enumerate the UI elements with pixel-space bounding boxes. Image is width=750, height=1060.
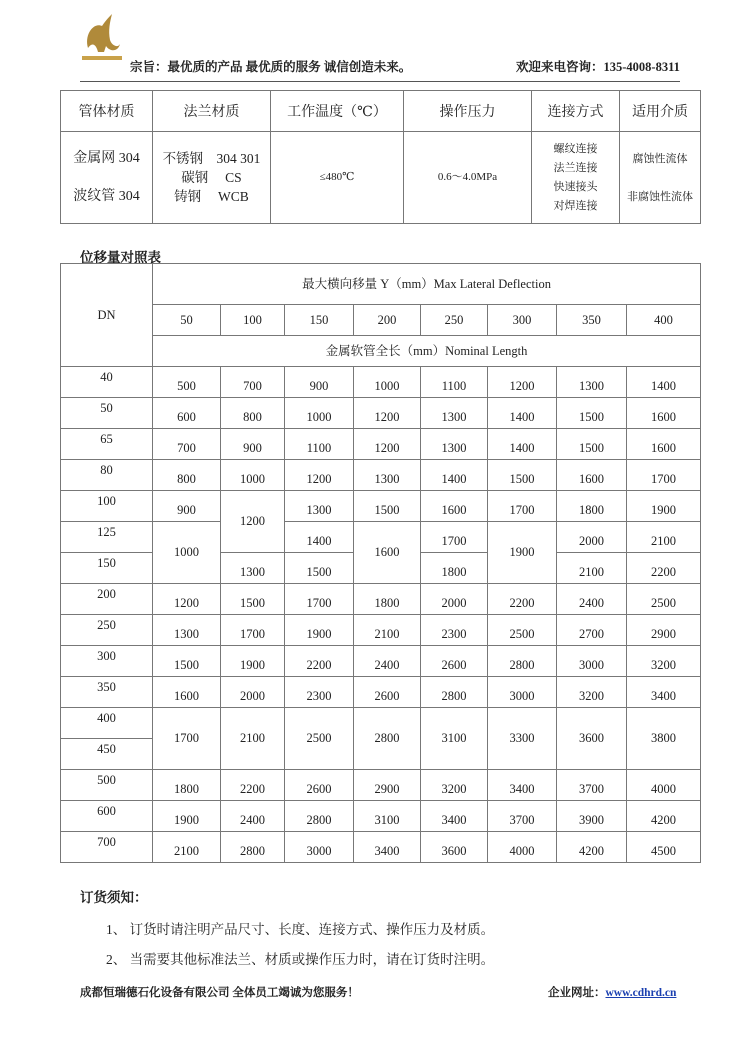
table-row — [61, 770, 701, 801]
footer-company: 成都恒瑞德石化设备有限公司 全体员工竭诚为您服务！ — [80, 987, 359, 999]
length-cell: 1300 — [285, 491, 354, 522]
dn-cell: 300 — [61, 646, 153, 677]
length-cell: 3100 — [421, 708, 488, 770]
length-cell: 1700 — [153, 708, 221, 770]
dn-cell: 100 — [61, 491, 153, 522]
length-cell: 2000 — [421, 584, 488, 615]
length-cell: 3800 — [627, 708, 701, 770]
connection-type: 对焊连接 — [553, 199, 598, 212]
length-cell: 1500 — [354, 491, 421, 522]
length-cell: 1700 — [285, 584, 354, 615]
note-item: 2、 当需要其他标准法兰、材质或操作压力时，请在订货时注明。 — [106, 952, 495, 967]
header-cell: 管体材质 — [61, 91, 153, 132]
dn-cell: 400 — [61, 708, 153, 739]
length-cell: 3200 — [421, 770, 488, 801]
length-cell: 4200 — [627, 801, 701, 832]
length-cell: 2200 — [221, 770, 285, 801]
length-cell: 2400 — [221, 801, 285, 832]
dn-cell: 350 — [61, 677, 153, 708]
body-material-cell — [61, 132, 153, 224]
deflection-value: 100 — [221, 305, 285, 336]
footer-website — [548, 984, 676, 1000]
website-link[interactable]: www.cdhrd.cn — [605, 987, 677, 999]
length-cell: 1300 — [221, 553, 285, 584]
length-cell: 1600 — [557, 460, 627, 491]
length-cell: 2500 — [488, 615, 557, 646]
dn-cell: 125 — [61, 522, 153, 553]
note-item: 1、 订货时请注明产品尺寸、长度、连接方式、操作压力及材质。 — [106, 922, 495, 937]
length-cell: 3600 — [421, 832, 488, 863]
length-cell: 3600 — [557, 708, 627, 770]
table-row — [61, 429, 701, 460]
length-cell: 2200 — [285, 646, 354, 677]
length-cell: 2800 — [421, 677, 488, 708]
body-material: 波纹管 304 — [73, 188, 140, 204]
length-cell: 3700 — [488, 801, 557, 832]
dn-cell: 700 — [61, 832, 153, 863]
length-cell: 2900 — [354, 770, 421, 801]
header-cell: 连接方式 — [532, 91, 620, 132]
length-cell: 500 — [153, 367, 221, 398]
table-row — [61, 584, 701, 615]
length-cell: 1000 — [221, 460, 285, 491]
length-cell: 2200 — [627, 553, 701, 584]
length-cell: 1200 — [153, 584, 221, 615]
length-cell: 1500 — [285, 553, 354, 584]
dn-cell: 450 — [61, 739, 153, 770]
length-cell: 1800 — [557, 491, 627, 522]
dn-cell: 50 — [61, 398, 153, 429]
length-cell: 600 — [153, 398, 221, 429]
dn-cell: 150 — [61, 553, 153, 584]
length-cell: 1900 — [285, 615, 354, 646]
length-cell: 2100 — [153, 832, 221, 863]
deflection-value: 50 — [153, 305, 221, 336]
length-cell: 4000 — [488, 832, 557, 863]
length-cell: 3200 — [557, 677, 627, 708]
length-cell: 1200 — [488, 367, 557, 398]
length-cell: 1300 — [354, 460, 421, 491]
dn-cell: 40 — [61, 367, 153, 398]
length-cell: 1800 — [421, 553, 488, 584]
connection-type: 快速接头 — [553, 180, 598, 193]
deflection-value: 300 — [488, 305, 557, 336]
deflection-value: 350 — [557, 305, 627, 336]
table-row — [61, 398, 701, 429]
deflection-value: 250 — [421, 305, 488, 336]
dn-cell: 600 — [61, 801, 153, 832]
length-cell: 2400 — [354, 646, 421, 677]
length-cell: 1200 — [354, 398, 421, 429]
length-cell: 1400 — [285, 522, 354, 553]
length-cell: 1900 — [153, 801, 221, 832]
length-cell: 1700 — [421, 522, 488, 553]
length-cell: 1600 — [627, 429, 701, 460]
connection-cell — [532, 132, 620, 224]
length-cell: 3900 — [557, 801, 627, 832]
header-divider — [80, 81, 680, 82]
length-cell: 1300 — [421, 429, 488, 460]
length-cell: 2100 — [557, 553, 627, 584]
pressure-cell: 0.6～4.0MPa — [404, 132, 532, 224]
length-cell: 4000 — [627, 770, 701, 801]
length-cell: 1000 — [354, 367, 421, 398]
length-cell: 2000 — [557, 522, 627, 553]
length-cell: 1200 — [285, 460, 354, 491]
table-row — [61, 367, 701, 398]
header-cell: 法兰材质 — [153, 91, 271, 132]
spec-table — [60, 90, 701, 224]
deflection-value: 400 — [627, 305, 701, 336]
length-cell: 2000 — [221, 677, 285, 708]
length-cell: 1200 — [354, 429, 421, 460]
length-cell: 2600 — [285, 770, 354, 801]
header-cell: 操作压力 — [404, 91, 532, 132]
header-cell: 工作温度（℃） — [271, 91, 404, 132]
length-cell: 1500 — [153, 646, 221, 677]
length-cell: 1100 — [285, 429, 354, 460]
length-cell: 1300 — [557, 367, 627, 398]
length-cell: 1800 — [153, 770, 221, 801]
length-header: 金属软管全长（mm）Nominal Length — [153, 336, 701, 367]
length-cell: 3100 — [354, 801, 421, 832]
connection-type: 螺纹连接 — [553, 142, 598, 155]
length-cell: 1100 — [421, 367, 488, 398]
length-cell: 1400 — [488, 398, 557, 429]
length-cell: 1600 — [354, 522, 421, 584]
length-cell: 3400 — [421, 801, 488, 832]
dn-cell: 250 — [61, 615, 153, 646]
temperature-cell: ≤480℃ — [271, 132, 404, 224]
body-material: 金属网 304 — [73, 150, 140, 166]
notes-title: 订货须知： — [80, 890, 148, 905]
length-cell: 1000 — [153, 522, 221, 584]
deflection-value: 150 — [285, 305, 354, 336]
displacement-table — [60, 263, 701, 863]
length-cell: 900 — [285, 367, 354, 398]
length-cell: 900 — [221, 429, 285, 460]
length-cell: 1300 — [153, 615, 221, 646]
table-row — [61, 460, 701, 491]
length-cell: 1800 — [354, 584, 421, 615]
length-cell: 3000 — [557, 646, 627, 677]
flange-material: 碳钢 CS — [181, 170, 242, 185]
length-cell: 1600 — [421, 491, 488, 522]
company-logo — [80, 12, 124, 64]
length-cell: 2200 — [488, 584, 557, 615]
length-cell: 3000 — [488, 677, 557, 708]
flange-material-cell — [153, 132, 271, 224]
length-cell: 2300 — [285, 677, 354, 708]
length-cell: 900 — [153, 491, 221, 522]
length-cell: 2800 — [285, 801, 354, 832]
length-cell: 1700 — [488, 491, 557, 522]
length-cell: 2600 — [421, 646, 488, 677]
table-row — [61, 832, 701, 863]
length-cell: 2400 — [557, 584, 627, 615]
deflection-header: 最大横向移量 Y（mm）Max Lateral Deflection — [153, 264, 701, 305]
table-row — [61, 522, 701, 553]
length-cell: 2700 — [557, 615, 627, 646]
table-row — [61, 677, 701, 708]
length-cell: 2600 — [354, 677, 421, 708]
length-cell: 3400 — [488, 770, 557, 801]
length-cell: 3400 — [627, 677, 701, 708]
length-cell: 2300 — [421, 615, 488, 646]
length-cell: 1900 — [221, 646, 285, 677]
section-title: 位移量对照表 — [80, 250, 161, 265]
length-cell: 3700 — [557, 770, 627, 801]
connection-type: 法兰连接 — [553, 161, 598, 174]
length-cell: 2100 — [627, 522, 701, 553]
length-cell: 1500 — [221, 584, 285, 615]
dn-header: DN — [61, 264, 153, 367]
length-cell: 800 — [221, 398, 285, 429]
length-cell: 1500 — [557, 429, 627, 460]
length-cell: 3000 — [285, 832, 354, 863]
length-cell: 700 — [153, 429, 221, 460]
deflection-value: 200 — [354, 305, 421, 336]
length-cell: 1400 — [627, 367, 701, 398]
length-cell: 2100 — [354, 615, 421, 646]
dn-cell: 65 — [61, 429, 153, 460]
flange-material: 不锈钢 304 301 — [162, 151, 261, 166]
length-cell: 4200 — [557, 832, 627, 863]
length-cell: 3300 — [488, 708, 557, 770]
length-cell: 1500 — [488, 460, 557, 491]
table-row — [61, 491, 701, 522]
flange-material: 铸钢 WCB — [174, 189, 249, 204]
length-cell: 1300 — [421, 398, 488, 429]
length-cell: 2800 — [488, 646, 557, 677]
length-cell: 3200 — [627, 646, 701, 677]
length-cell: 800 — [153, 460, 221, 491]
length-cell: 1500 — [557, 398, 627, 429]
length-cell: 1400 — [488, 429, 557, 460]
length-cell: 3400 — [354, 832, 421, 863]
length-cell: 1400 — [421, 460, 488, 491]
length-cell: 1900 — [488, 522, 557, 584]
medium-cell — [620, 132, 701, 224]
length-cell: 2800 — [221, 832, 285, 863]
length-cell: 1900 — [627, 491, 701, 522]
dn-cell: 200 — [61, 584, 153, 615]
length-cell: 700 — [221, 367, 285, 398]
length-cell: 1000 — [285, 398, 354, 429]
table-row — [61, 646, 701, 677]
length-cell: 2900 — [627, 615, 701, 646]
length-cell: 1600 — [627, 398, 701, 429]
length-cell: 1200 — [221, 491, 285, 553]
table-row — [61, 615, 701, 646]
length-cell: 2500 — [627, 584, 701, 615]
table-row — [61, 801, 701, 832]
dn-cell: 80 — [61, 460, 153, 491]
length-cell: 2500 — [285, 708, 354, 770]
website-label: 企业网址： — [548, 987, 606, 999]
length-cell: 1700 — [627, 460, 701, 491]
header-cell: 适用介质 — [620, 91, 701, 132]
contact-phone: 欢迎来电咨询：135-4008-8311 — [516, 60, 680, 74]
length-cell: 1600 — [153, 677, 221, 708]
length-cell: 2800 — [354, 708, 421, 770]
medium: 非腐蚀性流体 — [627, 190, 693, 203]
length-cell: 2100 — [221, 708, 285, 770]
length-cell: 1700 — [221, 615, 285, 646]
dn-cell: 500 — [61, 770, 153, 801]
slogan: 宗旨：最优质的产品 最优质的服务 诚信创造未来。 — [130, 60, 412, 74]
medium: 腐蚀性流体 — [632, 152, 688, 165]
length-cell: 4500 — [627, 832, 701, 863]
table-row — [61, 708, 701, 739]
